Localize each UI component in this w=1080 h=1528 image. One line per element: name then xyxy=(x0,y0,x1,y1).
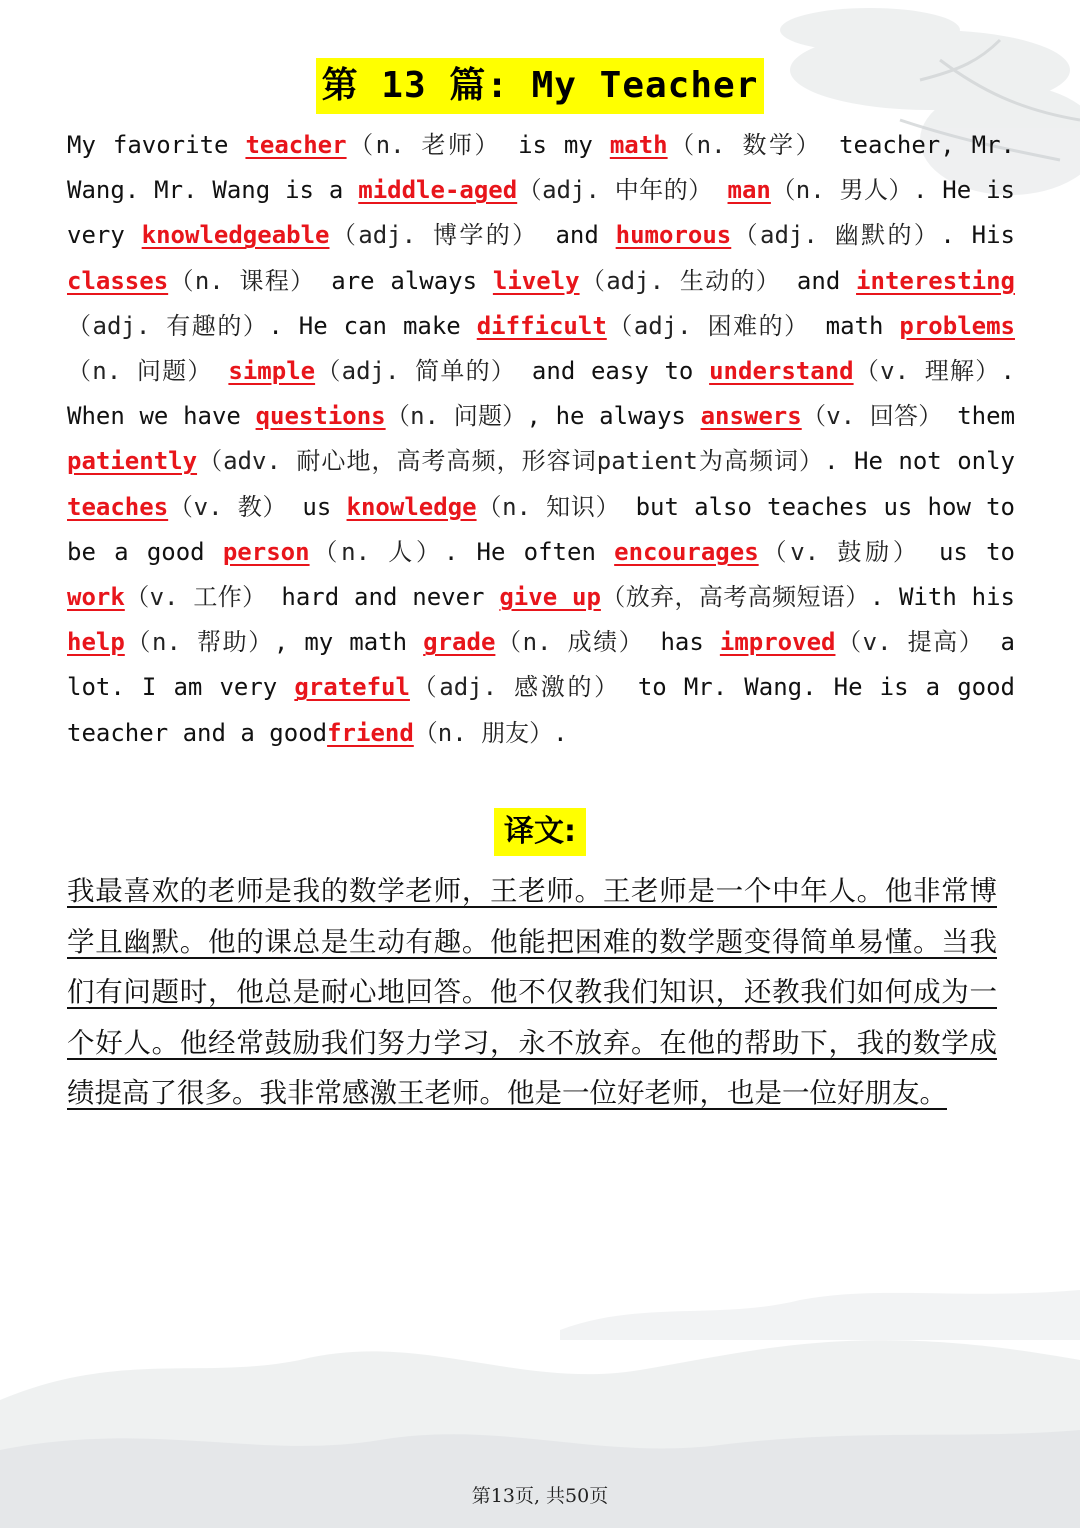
vocab-word: knowledge xyxy=(346,492,477,521)
vocab-word: help xyxy=(67,628,125,657)
vocab-gloss: （放弃，高考高频短语） xyxy=(600,583,870,612)
passage-text: us xyxy=(287,492,347,521)
vocab-word: classes xyxy=(67,266,169,295)
vocab-word: answers xyxy=(700,402,802,431)
vocab-gloss: （adj. 生动的） xyxy=(579,266,782,295)
vocab-gloss: （n. 知识） xyxy=(476,492,621,521)
vocab-word: friend xyxy=(327,718,414,747)
passage-text: and xyxy=(781,266,857,295)
vocab-word: encourages xyxy=(614,537,759,566)
vocab-word: humorous xyxy=(615,221,732,250)
page-number: 第13页, 共50页 xyxy=(471,1485,609,1507)
vocab-gloss: （v. 鼓励） xyxy=(758,537,921,566)
passage-text: and xyxy=(538,221,616,250)
vocab-gloss: （adv. 耐心地，高考高频，形容词patient为高频词） xyxy=(197,447,825,476)
vocab-gloss: （n. 问题） xyxy=(67,357,213,386)
vocab-word: difficult xyxy=(476,311,607,340)
passage-text: , my math xyxy=(273,628,424,657)
vocab-gloss: （v. 回答） xyxy=(801,402,943,431)
passage-text: , he always xyxy=(526,402,701,431)
passage-text: are always xyxy=(315,266,493,295)
vocab-gloss: （adj. 困难的） xyxy=(606,311,810,340)
passage-text: math xyxy=(809,311,900,340)
vocab-gloss: （adj. 幽默的） xyxy=(731,221,941,250)
vocab-word: patiently xyxy=(67,447,198,476)
vocab-word: improved xyxy=(719,628,836,657)
vocab-gloss: （n. 课程） xyxy=(168,266,316,295)
vocab-gloss: （n. 数学） xyxy=(667,131,823,159)
passage-text: . He often xyxy=(443,537,615,566)
passage-text: . He can make xyxy=(268,311,477,340)
passage-text: . He is very xyxy=(67,176,1016,250)
passage-text: to Mr. Wang. He is a good teacher and a good xyxy=(67,673,1015,747)
passage-text: and easy to xyxy=(516,357,710,386)
vocab-word: middle-aged xyxy=(358,176,518,205)
vocab-word: give up xyxy=(499,583,601,612)
passage-text: but also teaches us how to be a good xyxy=(67,492,1016,566)
passage-text: My favorite xyxy=(67,131,246,159)
passage-text: is my xyxy=(501,131,610,159)
vocab-gloss: （adj. 有趣的） xyxy=(67,311,269,340)
vocab-gloss: （adj. 中年的） xyxy=(517,176,713,205)
vocab-gloss: （n. 人） xyxy=(309,537,444,566)
vocab-word: problems xyxy=(899,311,1015,340)
passage-text: has xyxy=(644,628,720,657)
vocab-gloss: （n. 男人） xyxy=(770,176,913,205)
vocab-word: understand xyxy=(709,357,854,386)
translation-heading-wrap xyxy=(0,808,1080,856)
vocab-word: questions xyxy=(255,402,386,431)
vocab-word: knowledgeable xyxy=(141,221,330,250)
vocab-word: teaches xyxy=(67,492,169,521)
vocab-gloss: （v. 理解） xyxy=(853,357,1001,386)
passage-text: us to xyxy=(920,537,1015,566)
passage-text: . He not only xyxy=(824,447,1016,476)
vocab-gloss: （adj. 感激的） xyxy=(409,673,621,702)
vocab-gloss: （n. 问题） xyxy=(385,402,527,431)
vocab-gloss: （v. 教） xyxy=(168,492,288,521)
passage-text: teacher, Mr. Wang. Mr. Wang is a xyxy=(67,131,1015,205)
vocab-gloss: （adj. 简单的） xyxy=(315,357,517,386)
passage-text xyxy=(713,176,728,204)
vocab-word: grade xyxy=(423,628,496,657)
vocab-gloss: （n. 帮助） xyxy=(124,628,274,657)
passage-text: a lot. I am very xyxy=(67,628,1015,702)
vocab-gloss: （v. 提高） xyxy=(835,628,985,657)
passage-text: . xyxy=(553,718,568,747)
chinese-translation: 我最喜欢的老师是我的数学老师，王老师。王老师是一个中年人。他非常博学且幽默。他的课总是生动有趣。他能把困难的数学题变得简单易懂。当我们有问题时，他总是耐心地回答。他不仅教我们知识，还教我们如何成为一个好人。他经常鼓励我们努力学习，永不放弃。在他的帮助下，我的数学成绩提高了很多。我非常感激王老师。他是一位好老师，也是一位好朋友。 xyxy=(67,875,997,1109)
passage-text: . His xyxy=(940,221,1015,250)
vocab-word: simple xyxy=(228,357,316,386)
vocab-word: lively xyxy=(492,266,580,295)
vocab-gloss: （n. 老师） xyxy=(346,131,502,159)
vocab-word: interesting xyxy=(856,266,1015,295)
vocab-word: math xyxy=(609,131,668,159)
passage-text: hard and never xyxy=(266,583,500,612)
article-title: 第 13 篇: My Teacher xyxy=(316,58,765,114)
vocab-word: grateful xyxy=(294,673,410,702)
english-passage xyxy=(67,123,1015,756)
vocab-gloss: （v. 工作） xyxy=(124,583,267,612)
passage-text: . When we have xyxy=(67,357,1015,431)
translation-heading: 译文: xyxy=(494,808,586,856)
passage-text: them xyxy=(942,402,1016,431)
vocab-gloss: （n. 朋友） xyxy=(413,718,554,747)
passage-text: . With his xyxy=(869,583,1015,612)
passage-text xyxy=(213,357,229,385)
vocab-gloss: （n. 成绩） xyxy=(495,628,645,657)
title-wrap xyxy=(0,58,1080,114)
vocab-word: teacher xyxy=(245,131,347,159)
vocab-word: man xyxy=(727,176,771,205)
vocab-gloss: （adj. 博学的） xyxy=(329,221,539,250)
vocab-word: person xyxy=(222,537,310,566)
vocab-word: work xyxy=(67,583,125,612)
